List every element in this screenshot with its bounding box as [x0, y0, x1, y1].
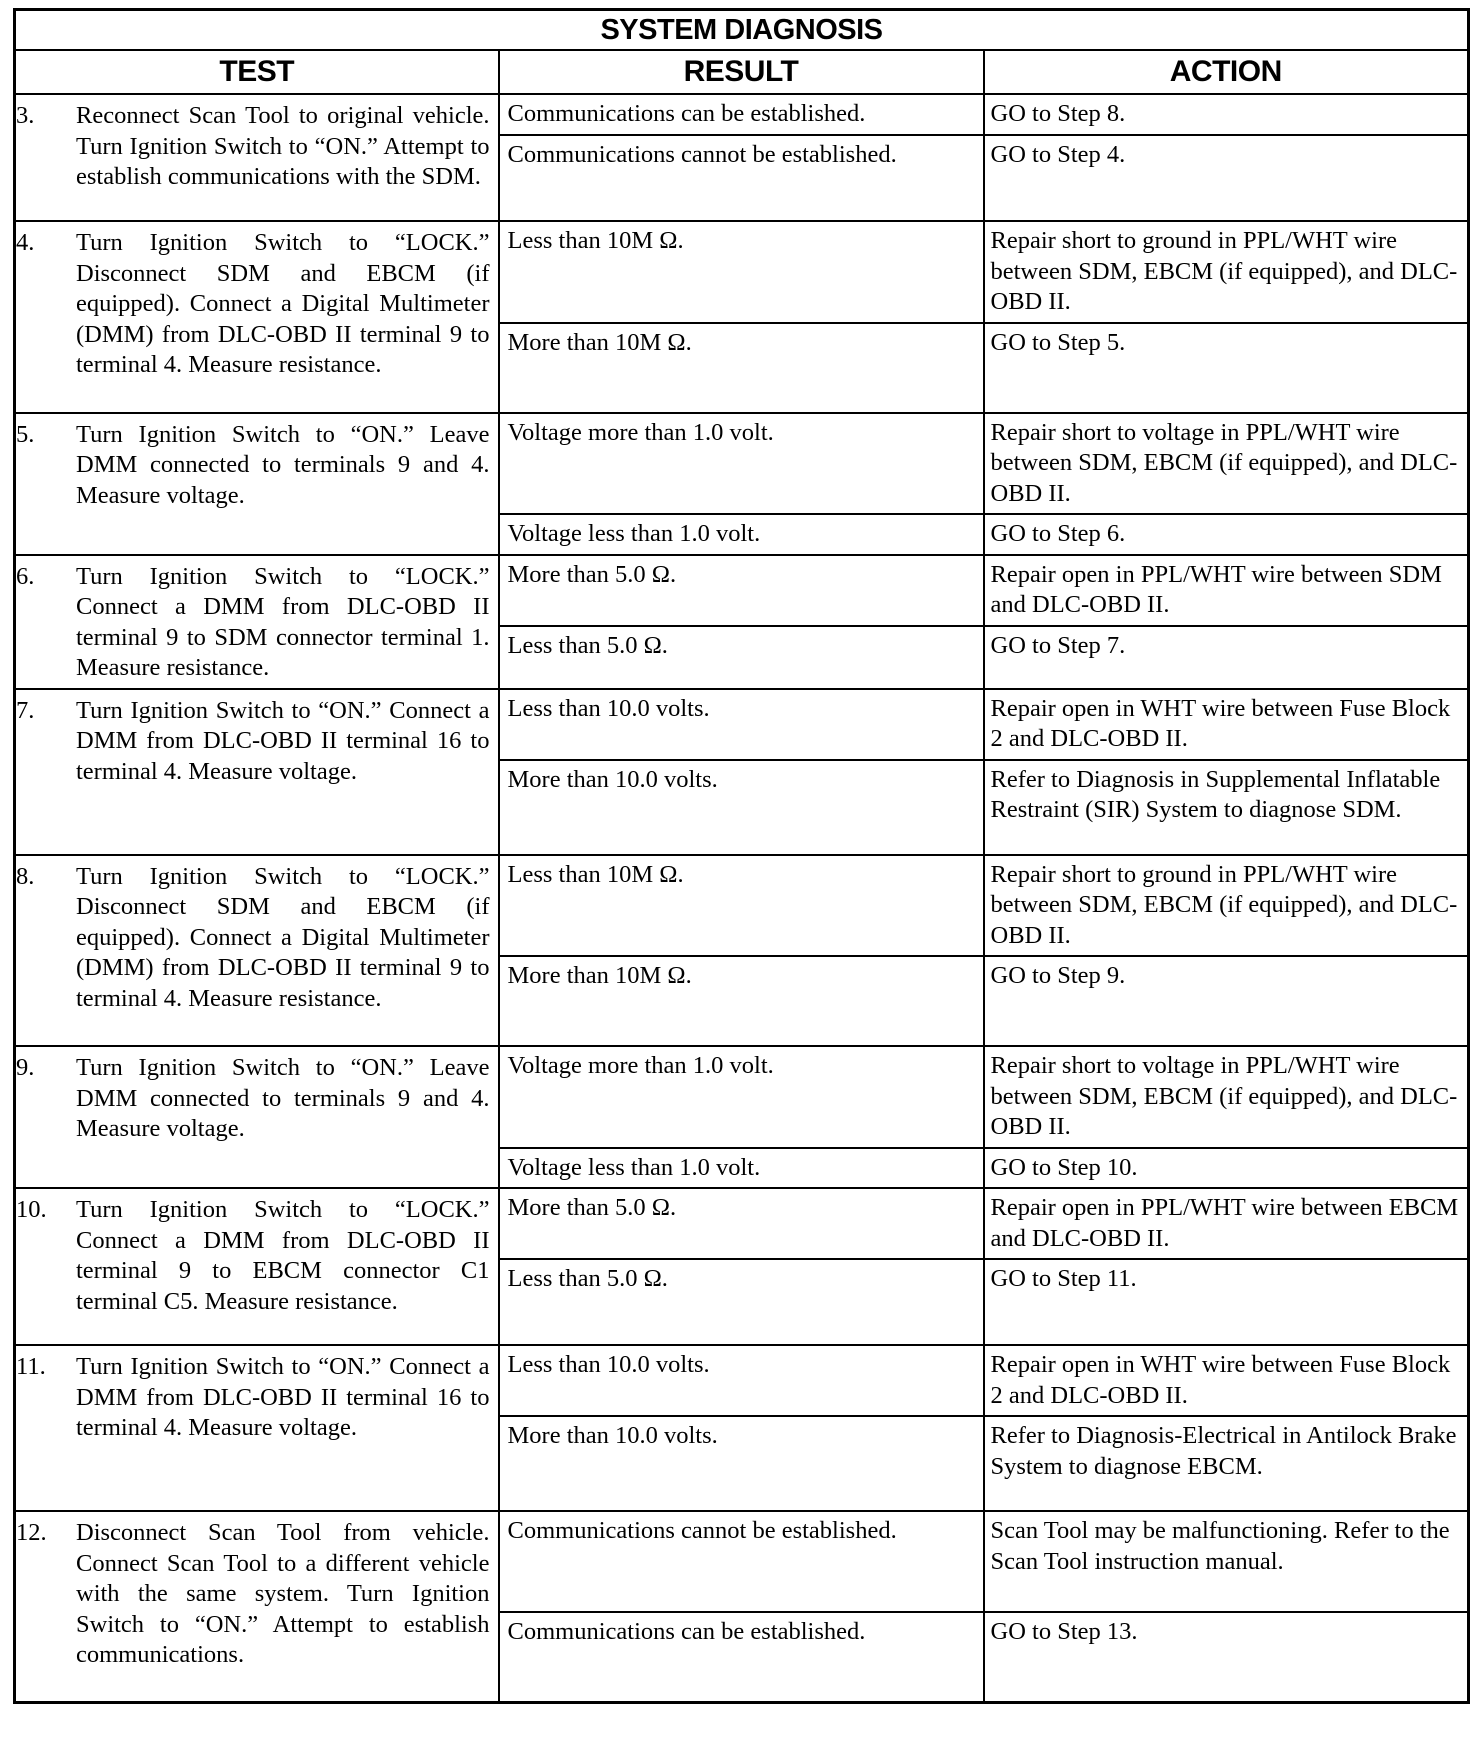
- result-cell: More than 5.0 Ω.: [499, 1188, 984, 1259]
- test-instruction: Turn Ignition Switch to “ON.” Connect a DMM from DLC-OBD II terminal 16 to terminal 4. Measure voltage.: [76, 696, 490, 785]
- test-instruction: Turn Ignition Switch to “LOCK.” Disconnect SDM and EBCM (if equipped). Connect a Digital Multimeter (DMM) from DLC-OBD II terminal 9 to terminal 4. Measure resistance.: [76, 862, 490, 1012]
- test-cell: [15, 1188, 499, 1345]
- action-cell: Repair short to ground in PPL/WHT wire between SDM, EBCM (if equipped), and DLC-OBD II.: [984, 221, 1469, 323]
- table-title: SYSTEM DIAGNOSIS: [15, 10, 1469, 51]
- test-instruction: Turn Ignition Switch to “ON.” Connect a DMM from DLC-OBD II terminal 16 to terminal 4. Measure voltage.: [76, 1353, 490, 1441]
- step-number: 8.: [16, 862, 35, 890]
- step-number: 7.: [16, 696, 35, 724]
- result-cell: Communications can be established.: [499, 94, 984, 135]
- action-cell: GO to Step 4.: [984, 135, 1469, 221]
- test-instruction: Reconnect Scan Tool to original vehicle. Turn Ignition Switch to “ON.” Attempt to establish communications with the SDM.: [76, 102, 490, 190]
- result-cell: Communications can be established.: [499, 1612, 984, 1702]
- action-cell: Repair open in WHT wire between Fuse Block 2 and DLC-OBD II.: [984, 689, 1469, 760]
- column-header-action: ACTION: [984, 50, 1469, 94]
- step-number: 11.: [16, 1353, 46, 1380]
- table-row: [15, 689, 1469, 760]
- result-cell: Voltage less than 1.0 volt.: [499, 1148, 984, 1189]
- result-cell: Less than 10M Ω.: [499, 855, 984, 957]
- test-cell: [15, 1046, 499, 1188]
- step-number: 4.: [16, 229, 35, 256]
- result-cell: Less than 10M Ω.: [499, 221, 984, 323]
- column-header-result: RESULT: [499, 50, 984, 94]
- result-cell: More than 10.0 volts.: [499, 1416, 984, 1511]
- action-cell: Refer to Diagnosis in Supplemental Inflatable Restraint (SIR) System to diagnose SDM.: [984, 760, 1469, 855]
- table-row: [15, 413, 1469, 515]
- test-instruction: Disconnect Scan Tool from vehicle. Connect Scan Tool to a different vehicle with the same system. Turn Ignition Switch to “ON.” Attempt to establish communications.: [76, 1519, 490, 1668]
- table-row: [15, 555, 1469, 626]
- test-cell: [15, 413, 499, 555]
- table-row: [15, 221, 1469, 323]
- action-cell: Scan Tool may be malfunctioning. Refer to the Scan Tool instruction manual.: [984, 1511, 1469, 1612]
- action-cell: Refer to Diagnosis-Electrical in Antilock Brake System to diagnose EBCM.: [984, 1416, 1469, 1511]
- test-cell: [15, 94, 499, 221]
- action-cell: Repair short to ground in PPL/WHT wire between SDM, EBCM (if equipped), and DLC-OBD II.: [984, 855, 1469, 957]
- action-cell: Repair open in WHT wire between Fuse Block 2 and DLC-OBD II.: [984, 1345, 1469, 1416]
- action-cell: GO to Step 9.: [984, 956, 1469, 1046]
- step-number: 6.: [16, 562, 35, 590]
- table-body: [15, 94, 1469, 1702]
- action-cell: Repair short to voltage in PPL/WHT wire between SDM, EBCM (if equipped), and DLC-OBD II.: [984, 413, 1469, 515]
- action-cell: GO to Step 13.: [984, 1612, 1469, 1702]
- action-cell: GO to Step 10.: [984, 1148, 1469, 1189]
- result-cell: Communications cannot be established.: [499, 135, 984, 221]
- test-cell: [15, 221, 499, 413]
- step-number: 3.: [16, 102, 35, 129]
- result-cell: Communications cannot be established.: [499, 1511, 984, 1612]
- table-row: [15, 1188, 1469, 1259]
- system-diagnosis-table: [13, 8, 1470, 1704]
- table-row: [15, 1046, 1469, 1148]
- test-cell: [15, 689, 499, 855]
- action-cell: Repair open in PPL/WHT wire between EBCM and DLC-OBD II.: [984, 1188, 1469, 1259]
- action-cell: GO to Step 5.: [984, 323, 1469, 413]
- action-cell: GO to Step 7.: [984, 626, 1469, 689]
- result-cell: Voltage more than 1.0 volt.: [499, 1046, 984, 1148]
- test-cell: [15, 555, 499, 689]
- table-row: [15, 94, 1469, 135]
- result-cell: Less than 10.0 volts.: [499, 1345, 984, 1416]
- test-cell: [15, 1345, 499, 1511]
- result-cell: Less than 5.0 Ω.: [499, 1259, 984, 1345]
- test-instruction: Turn Ignition Switch to “LOCK.” Connect a DMM from DLC-OBD II terminal 9 to SDM connector terminal 1. Measure resistance.: [76, 562, 490, 681]
- table-row: [15, 1345, 1469, 1416]
- result-cell: Voltage less than 1.0 volt.: [499, 514, 984, 555]
- table-row: [15, 1511, 1469, 1612]
- action-cell: Repair open in PPL/WHT wire between SDM and DLC-OBD II.: [984, 555, 1469, 626]
- result-cell: More than 10M Ω.: [499, 956, 984, 1046]
- result-cell: Less than 10.0 volts.: [499, 689, 984, 760]
- result-cell: More than 10M Ω.: [499, 323, 984, 413]
- test-instruction: Turn Ignition Switch to “LOCK.” Disconnect SDM and EBCM (if equipped). Connect a Digital Multimeter (DMM) from DLC-OBD II terminal 9 to terminal 4. Measure resistance.: [76, 229, 490, 378]
- table-row: [15, 855, 1469, 957]
- step-number: 12.: [16, 1519, 47, 1546]
- result-cell: Less than 5.0 Ω.: [499, 626, 984, 689]
- result-cell: Voltage more than 1.0 volt.: [499, 413, 984, 515]
- result-cell: More than 5.0 Ω.: [499, 555, 984, 626]
- action-cell: Repair short to voltage in PPL/WHT wire between SDM, EBCM (if equipped), and DLC-OBD II.: [984, 1046, 1469, 1148]
- action-cell: GO to Step 8.: [984, 94, 1469, 135]
- action-cell: GO to Step 11.: [984, 1259, 1469, 1345]
- test-cell: [15, 855, 499, 1047]
- test-cell: [15, 1511, 499, 1702]
- test-instruction: Turn Ignition Switch to “ON.” Leave DMM connected to terminals 9 and 4. Measure voltage.: [76, 1054, 490, 1142]
- test-instruction: Turn Ignition Switch to “LOCK.” Connect a DMM from DLC-OBD II terminal 9 to EBCM connector C1 terminal C5. Measure resistance.: [76, 1196, 490, 1315]
- column-header-test: TEST: [15, 50, 499, 94]
- action-cell: GO to Step 6.: [984, 514, 1469, 555]
- step-number: 9.: [16, 1054, 35, 1081]
- step-number: 5.: [16, 420, 35, 448]
- result-cell: More than 10.0 volts.: [499, 760, 984, 855]
- step-number: 10.: [16, 1196, 47, 1223]
- test-instruction: Turn Ignition Switch to “ON.” Leave DMM connected to terminals 9 and 4. Measure voltage.: [76, 420, 490, 509]
